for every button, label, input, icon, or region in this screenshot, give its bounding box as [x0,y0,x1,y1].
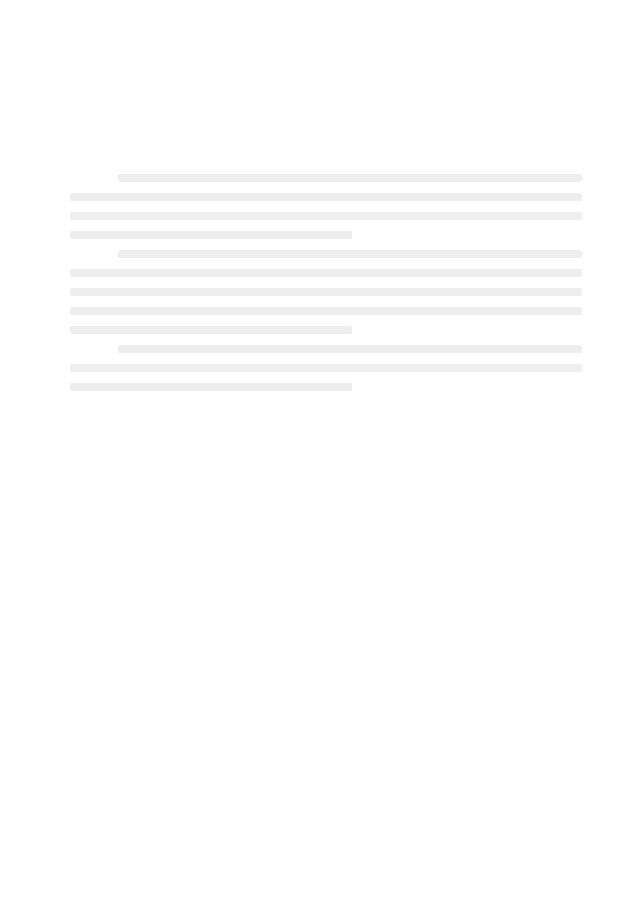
body-paragraph [70,149,582,168]
text-placeholder-line [118,174,582,182]
text-placeholder-line [70,383,352,391]
text-placeholder-line [70,326,352,334]
text-placeholder-line [70,307,582,315]
text-placeholder-line [70,193,582,201]
text-placeholder-block [70,174,582,391]
page-number [70,40,582,58]
text-placeholder-line [70,269,582,277]
body-paragraph [70,99,582,118]
text-placeholder-line [70,231,352,239]
text-placeholder-line [70,212,582,220]
section-heading [70,68,582,87]
text-placeholder-line [70,364,582,372]
text-placeholder-line [118,250,582,258]
text-placeholder-line [118,345,582,353]
text-placeholder-line [70,288,582,296]
body-paragraph [70,124,582,143]
